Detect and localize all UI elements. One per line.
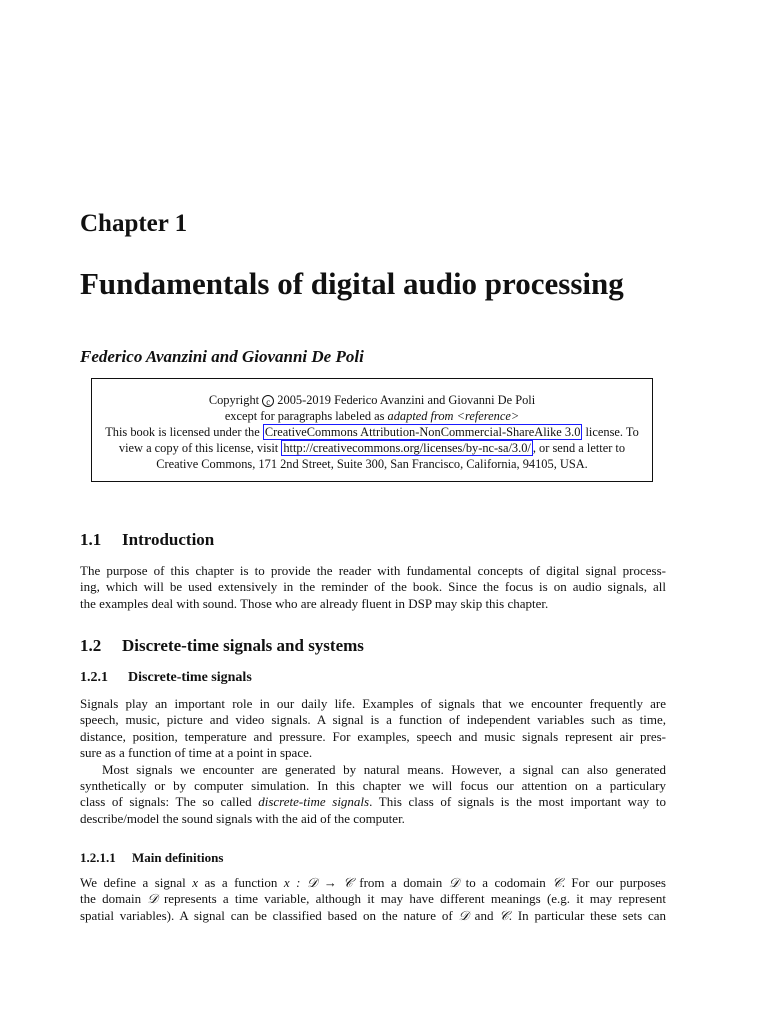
view-suffix: , or send a letter to: [532, 441, 626, 455]
chapter-title: Fundamentals of digital audio processing: [80, 266, 624, 301]
text-fragment: represents a time variable, although it may have different meanings (e.g. it may represent: [157, 891, 666, 907]
text-fragment: . For our purposes: [561, 875, 666, 890]
text-fragment: We define a signal: [80, 875, 193, 890]
license-link[interactable]: CreativeCommons Attribution-NonCommercial-ShareAlike 3.0: [264, 425, 581, 439]
text-line: The purpose of this chapter is to provide the reader with fundamental concepts of digital signal process-: [80, 563, 666, 578]
text-line: [80, 908, 666, 924]
text-fragment: as a function: [198, 875, 284, 890]
text-line: describe/model the sound signals with the aid of the computer.: [80, 810, 405, 826]
section-heading-introduction: [80, 530, 214, 550]
view-line: [92, 440, 652, 456]
math-symbol: 𝒞: [499, 907, 509, 923]
section-title: Discrete-time signals and systems: [122, 636, 364, 655]
view-prefix: view a copy of this license, visit: [118, 441, 282, 455]
text-fragment: . In particular these sets can: [508, 907, 666, 923]
text-fragment: class of signals: The so called: [80, 794, 259, 810]
except-italic: adapted from <reference>: [387, 409, 520, 423]
text-line: the examples deal with sound. Those who are already fluent in DSP may skip this chapter.: [80, 595, 549, 611]
chapter-label: Chapter 1: [80, 210, 188, 237]
copyright-icon: c: [262, 395, 274, 407]
text-line: distance, position, temperature and pressure. For examples, speech and music signals represent air pres-: [80, 728, 666, 744]
text-line: synthetically or by computer simulation. In this chapter we will focus our attention on a particulary: [80, 778, 666, 794]
text-line: speech, music, picture and video signals. A signal is a function of independent variables such as time,: [80, 712, 666, 728]
text-fragment: to a codomain: [459, 875, 553, 890]
licensed-prefix: This book is licensed under the: [105, 425, 263, 439]
math-symbol: 𝒟: [458, 907, 469, 923]
subsubsection-number: 1.2.1.1: [80, 850, 116, 865]
text-line: ing, which will be used extensively in the reminder of the book. Since the focus is on audio signals, all: [80, 579, 666, 595]
text-fragment: and: [468, 907, 500, 923]
text-line: Signals play an important role in our daily life. Examples of signals that we encounter frequently are: [80, 696, 666, 711]
section-heading-discrete-time: [80, 636, 364, 656]
subsection-number: 1.2.1: [80, 670, 108, 685]
text-line: [80, 794, 666, 810]
text-fragment: from a domain: [352, 875, 449, 890]
text-line: sure as a function of time at a point in space.: [80, 745, 313, 761]
section-number: 1.2: [80, 636, 102, 655]
except-prefix: except for paragraphs labeled as: [224, 409, 388, 423]
chapter-authors: Federico Avanzini and Giovanni De Poli: [80, 347, 364, 366]
math-symbol: 𝒟: [147, 891, 158, 907]
text-line: Most signals we encounter are generated by natural means. However, a signal can also generated: [102, 761, 666, 777]
licensed-suffix: license. To: [582, 425, 639, 439]
text-line: [80, 891, 666, 907]
copyright-line: [92, 392, 652, 408]
section-title: Introduction: [122, 530, 215, 549]
license-url-link[interactable]: http://creativecommons.org/licenses/by-nc-sa/3.0/: [283, 441, 531, 455]
text-fragment: spatial variables). A signal can be classified based on the nature of: [80, 907, 459, 923]
address-line: Creative Commons, 171 2nd Street, Suite 300, San Francisco, California, 94105, USA.: [156, 457, 588, 471]
copyright-prefix: Copyright: [208, 393, 260, 407]
text-fragment: . This class of signals is the most important way to: [369, 794, 666, 810]
math-symbol: 𝒟: [448, 875, 460, 890]
text-line: [80, 875, 666, 891]
subsection-title: Discrete-time signals: [128, 670, 252, 685]
paragraph-main-definitions: [80, 875, 666, 924]
math-symbol: x: [192, 875, 199, 890]
math-expression: x : 𝒟 → 𝒞: [283, 875, 353, 890]
license-box: [91, 378, 653, 482]
math-symbol: 𝒞: [552, 875, 562, 890]
paragraph-signals: [80, 696, 666, 827]
copyright-holders: 2005-2019 Federico Avanzini and Giovanni De Poli: [274, 393, 536, 407]
text-fragment: the domain: [80, 891, 148, 907]
section-number: 1.1: [80, 530, 102, 549]
paragraph-introduction: [80, 563, 666, 612]
except-line: [92, 408, 652, 424]
subsection-heading-discrete-time-signals: [80, 670, 252, 686]
subsubsection-title: Main definitions: [132, 850, 224, 865]
licensed-line: [92, 424, 652, 440]
emphasis: discrete-time signals: [258, 794, 370, 810]
subsubsection-heading-main-definitions: [80, 850, 223, 866]
